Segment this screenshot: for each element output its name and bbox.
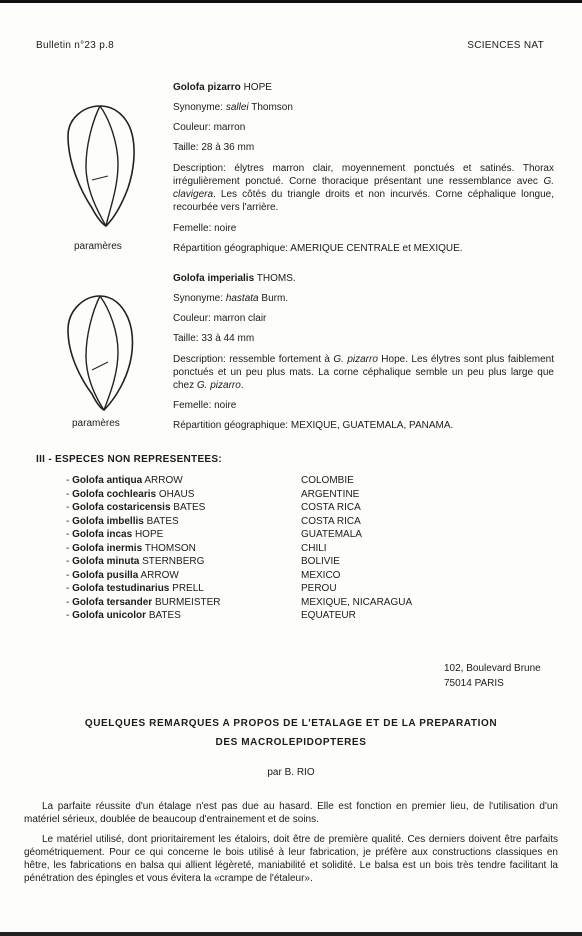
country-item: COSTA RICA xyxy=(301,502,361,513)
list-bullet: - xyxy=(66,556,70,567)
genus-name: Golofa xyxy=(72,502,104,513)
genus-name: Golofa xyxy=(72,475,104,486)
list-item xyxy=(66,542,221,556)
species-name: incas xyxy=(106,529,133,540)
description-paragraph: Description: ressemble fortement à G. pizarro Hope. Les élytres sont plus faiblement ponctués et un peu plus mats. La corne céphalique semble un peu plus large que chez G. pizarro. xyxy=(173,354,554,391)
list-bullet: - xyxy=(66,515,70,527)
list-item xyxy=(66,596,221,610)
list-bullet: - xyxy=(66,502,70,513)
article-title: QUELQUES REMARQUES A PROPOS DE L'ETALAGE ET DE LA PREPARATION xyxy=(84,718,498,729)
genus-name: Golofa xyxy=(72,583,104,594)
genus-name: Golofa xyxy=(72,556,104,567)
scan-bottom-edge xyxy=(0,932,582,936)
section-name: SCIENCES NAT xyxy=(467,40,544,51)
species-author: BATES xyxy=(173,502,206,513)
species-name: cochlearis xyxy=(106,488,157,500)
genus-name: Golofa xyxy=(72,596,104,608)
country-item: ARGENTINE xyxy=(301,488,360,500)
list-bullet: - xyxy=(66,596,70,608)
size-line: Taille: 28 à 36 mm xyxy=(173,142,255,153)
distribution-line: Répartition géographique: AMERIQUE CENTRALE et MEXIQUE. xyxy=(173,243,463,254)
article-paragraph: Le matériel utilisé, dont prioritairement les étaloirs, doit être de première qualité. Ces derniers doivent être parfaits géométriquement. Pour ce qui concerne le bois utilisé à leur fabrication, je préfère aux constructions classiques en hêtre, les fabrications en balsa qui allient légèreté, maniabilité et solidité. Le balsa est un bois très tendre facilitant la pénétration des épingles et vous évitera la «crampe de l'étaleur». xyxy=(24,834,558,884)
species-name: unicolor xyxy=(106,610,147,621)
country-item: MEXIQUE, NICARAGUA xyxy=(301,596,413,608)
species-author: HOPE xyxy=(134,529,164,540)
species-author: PRELL xyxy=(172,583,204,594)
list-item xyxy=(66,569,221,583)
list-item xyxy=(66,515,221,529)
genus-name: Golofa xyxy=(72,488,104,500)
species-author: OHAUS xyxy=(158,488,195,500)
list-bullet: - xyxy=(66,529,70,540)
country-item: GUATEMALA xyxy=(301,529,362,540)
species-author: BATES xyxy=(148,610,181,621)
color-line: Couleur: marron xyxy=(173,122,246,133)
list-item xyxy=(66,488,221,502)
female-line: Femelle: noire xyxy=(173,223,237,234)
country-item: MEXICO xyxy=(301,569,341,581)
bulletin-number: Bulletin n°23 p.8 xyxy=(36,40,115,51)
genus-name: Golofa xyxy=(72,515,104,527)
color-line: Couleur: marron clair xyxy=(173,313,267,324)
species-name: testudinarius xyxy=(106,583,170,594)
species-author: ARROW xyxy=(140,569,179,581)
size-line: Taille: 33 à 44 mm xyxy=(173,333,255,344)
list-bullet: - xyxy=(66,583,70,594)
article-paragraph: La parfaite réussite d'un étalage n'est pas due au hasard. Elle est fonction en premier lieu, de l'utilisation d'un matériel sérieux, doublée de beaucoup d'entrainement et de soins. xyxy=(24,801,558,825)
list-bullet: - xyxy=(66,542,70,554)
species-name: antiqua xyxy=(106,475,143,486)
species-title: Golofa pizarro HOPE xyxy=(173,82,272,93)
paramere-drawing-icon xyxy=(60,290,138,414)
species-author: BATES xyxy=(146,515,179,527)
species-author: BURMEISTER xyxy=(154,596,221,608)
synonym-line: Synonyme: hastata Burm. xyxy=(173,293,289,304)
genus-name: Golofa xyxy=(72,529,104,540)
list-item xyxy=(66,582,221,596)
species-name: minuta xyxy=(106,556,140,567)
species-title: Golofa imperialis THOMS. xyxy=(173,273,296,284)
country-item: BOLIVIE xyxy=(301,556,340,567)
species-name: costaricensis xyxy=(106,502,171,513)
address-city: 75014 PARIS xyxy=(444,678,504,689)
species-name: tersander xyxy=(106,596,153,608)
list-bullet: - xyxy=(66,610,70,621)
distribution-line: Répartition géographique: MEXIQUE, GUATEMALA, PANAMA. xyxy=(173,420,454,431)
section-heading: III - ESPECES NON REPRESENTEES: xyxy=(36,454,223,465)
list-item xyxy=(66,609,221,623)
country-list xyxy=(301,474,412,623)
scan-top-edge xyxy=(0,0,582,3)
country-item: CHILI xyxy=(301,542,327,554)
species-list xyxy=(66,474,221,623)
list-bullet: - xyxy=(66,475,70,486)
description-paragraph: Description: élytres marron clair, moyennement ponctués et satinés. Thorax irrégulièrement ponctué. Corne thoracique présentant une ressemblance avec G. clavigera. Les côtés du triangle droits et non incurvés. Corne céphalique longue, recourbée vers l'arrière. xyxy=(173,163,554,213)
country-item: COLOMBIE xyxy=(301,475,354,486)
species-author: THOMSON xyxy=(144,542,196,554)
genus-name: Golofa xyxy=(72,542,104,554)
paramere-drawing-icon xyxy=(62,100,138,228)
list-item xyxy=(66,555,221,569)
list-item xyxy=(66,474,221,488)
list-item xyxy=(66,501,221,515)
figure-caption: paramères xyxy=(72,418,120,429)
female-line: Femelle: noire xyxy=(173,400,237,411)
article-byline: par B. RIO xyxy=(267,767,315,778)
species-name: pusilla xyxy=(106,569,139,581)
species-author: STERNBERG xyxy=(142,556,205,567)
figure-caption: paramères xyxy=(74,241,122,252)
species-name: inermis xyxy=(106,542,143,554)
address-street: 102, Boulevard Brune xyxy=(444,663,541,674)
list-item xyxy=(66,528,221,542)
genus-name: Golofa xyxy=(72,610,104,621)
list-bullet: - xyxy=(66,488,70,500)
species-name: imbellis xyxy=(106,515,144,527)
country-item: EQUATEUR xyxy=(301,610,356,621)
country-item: PEROU xyxy=(301,583,337,594)
synonym-line: Synonyme: sallei Thomson xyxy=(173,102,293,113)
genus-name: Golofa xyxy=(72,569,104,581)
country-item: COSTA RICA xyxy=(301,515,361,527)
list-bullet: - xyxy=(66,569,70,581)
species-author: ARROW xyxy=(144,475,183,486)
article-title-continued: DES MACROLEPIDOPTERES xyxy=(215,737,367,748)
